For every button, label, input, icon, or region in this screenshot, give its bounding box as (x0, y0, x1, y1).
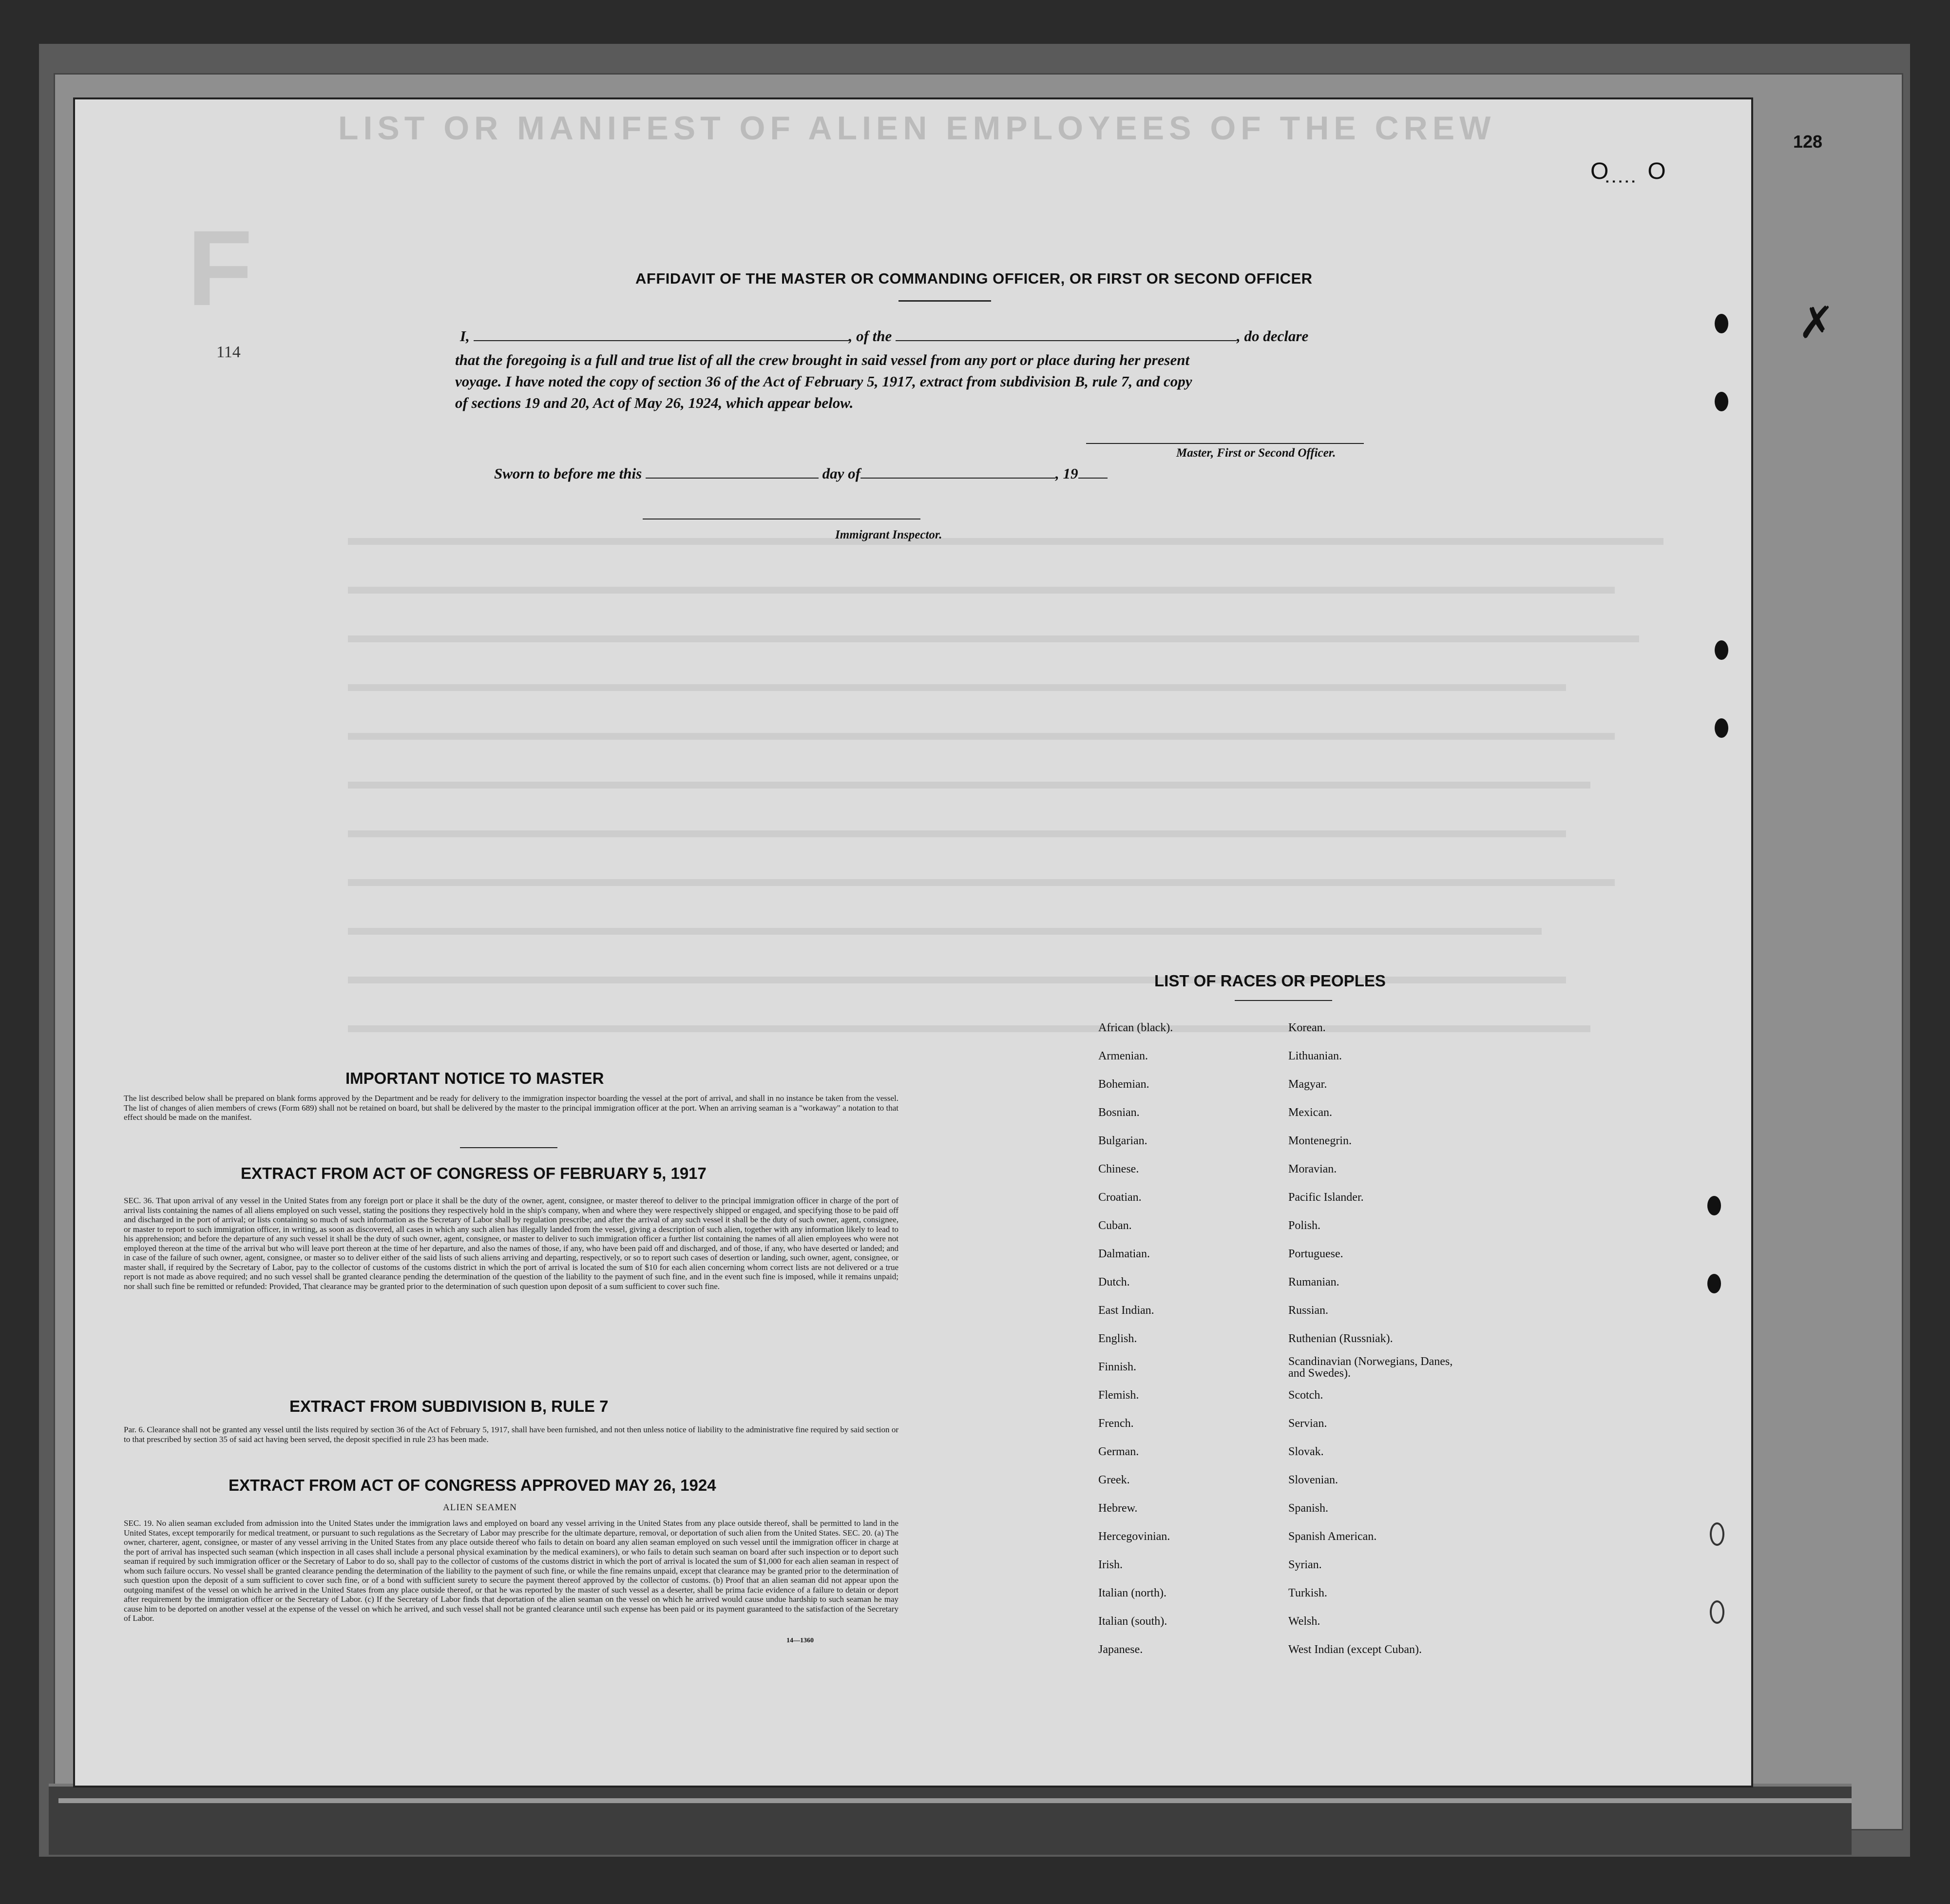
extract-1917-title: EXTRACT FROM ACT OF CONGRESS OF FEBRUARY 5, 1917 (241, 1164, 707, 1182)
binder-hole (1715, 392, 1728, 411)
race-item: Finnish. (1098, 1361, 1137, 1373)
race-item: Irish. (1098, 1558, 1123, 1571)
race-item: Chinese. (1098, 1163, 1139, 1175)
title-rule (899, 300, 991, 302)
race-item: Korean. (1288, 1021, 1326, 1034)
race-item: Mexican. (1288, 1106, 1332, 1119)
vessel-prefix: , of the (848, 327, 892, 345)
race-item: Russian. (1288, 1304, 1329, 1317)
declaration-text-4: of sections 19 and 20, Act of May 26, 1924, which appear below. (455, 394, 854, 411)
handwritten-strike-mark: ✗ (1798, 299, 1835, 347)
sworn-prefix: Sworn to before me this (494, 465, 642, 482)
corner-mark: O ̣ ̣ ̣ ̣ ̣ O (1590, 158, 1666, 184)
inspector-signature-label: Immigrant Inspector. (835, 528, 942, 541)
race-item: Turkish. (1288, 1587, 1327, 1599)
section-rule (460, 1147, 557, 1148)
race-item: Italian (south). (1098, 1615, 1167, 1628)
race-item: Slovak. (1288, 1445, 1324, 1458)
race-item: Scotch. (1288, 1389, 1323, 1402)
race-item: German. (1098, 1445, 1139, 1458)
declaration-text-3: voyage. I have noted the copy of section 36 of the Act of February 5, 1917, extract from subdivision B, rule 7, and copy (455, 373, 1192, 390)
binder-hole (1715, 314, 1728, 333)
races-title-rule (1235, 1000, 1332, 1001)
race-item: Slovenian. (1288, 1474, 1338, 1486)
sworn-year-label: , 19 (1055, 465, 1078, 482)
race-item: French. (1098, 1417, 1134, 1430)
extract-1924-body: SEC. 19. No alien seaman excluded from admission into the United States under the immigration laws and employed on board any vessel arriving in the United States from any place outside thereof, shall be permitted to land in the United States, except temporarily for medical treatment, or pursuant to such regulations as the Secretary of Labor may prescribe for the ultimate departure, removal, or deportation of such alien from the United States. SEC. 20. (a) The owner, charterer, agent, consignee, or master of any vessel arriving in the United States from any place outside thereof who fails to detain on board any alien seaman employed on such vessel until the immigration officer in charge at the port of arrival has inspected such seaman (which inspection in all cases shall include a personal physical examination by the medical examiners), or who fails to detain such seaman on board after such inspection or to deport such seaman if required by such immigration officer or the Secretary of Labor to do so, shall pay to the collector of customs of the customs district in which the port of arrival is located the sum of $1,000 for each alien seaman in respect of whom such failure occurs. No vessel shall be granted clearance pending the determination of the liability to the payment of such fine, or while the fine remains unpaid, except that clearance may be granted prior to the determination of such question upon the deposit of a sum sufficient to cover such fine, or of a bond with sufficient surety to secure the payment thereof approved by the collector of customs. (b) Proof that an alien seaman did not appear upon the outgoing manifest of the vessel on which he arrived in the United States from any place outside thereof, or that he was reported by the master of such vessel as a deserter, shall be prima facie evidence of a failure to detain or deport after requirement by the immigration officer or the Secretary of Labor. (c) If the Secretary of Labor finds that deportation of the alien seaman on the vessel on which he arrived would cause undue hardship to such seaman he may cause him to be deported on another vessel at the expense of the vessel on which he arrived, and such vessel shall not be granted clearance until such expense has been paid or its payment guaranteed to the satisfaction of the Secretary of Labor. (124, 1519, 899, 1623)
declare-suffix: , do declare (1237, 327, 1309, 345)
file-number: 114 (216, 343, 241, 361)
race-item: Hercegovinian. (1098, 1530, 1170, 1543)
extract-1924-subtitle: ALIEN SEAMEN (443, 1502, 517, 1513)
race-item: Hebrew. (1098, 1502, 1138, 1515)
races-title: LIST OF RACES OR PEOPLES (1154, 972, 1386, 990)
binder-hole (1715, 640, 1728, 660)
extract-1924-title: EXTRACT FROM ACT OF CONGRESS APPROVED MAY 26, 1924 (229, 1476, 716, 1494)
manifest-page (73, 97, 1753, 1788)
race-item: East Indian. (1098, 1304, 1154, 1317)
notice-body: The list described below shall be prepared on blank forms approved by the Department and be ready for delivery to the immigration inspector boarding the vessel at the port of arrival, and shall in no instance be taken from the vessel. The list of changes of alien members of crews (Form 689) shall not be retained on board, but shall be delivered by the master to the principal immigration officer at the port. When an arriving seaman is a "workaway" a notation to that effect should be made on the manifest. (124, 1094, 899, 1122)
race-item: Welsh. (1288, 1615, 1320, 1628)
affidavit-title: AFFIDAVIT OF THE MASTER OR COMMANDING OFFICER, OR FIRST OR SECOND OFFICER (635, 270, 1313, 287)
rule-7-title: EXTRACT FROM SUBDIVISION B, RULE 7 (289, 1397, 609, 1415)
binder-hole (1715, 718, 1728, 738)
sworn-day-field[interactable] (646, 465, 819, 479)
notice-title: IMPORTANT NOTICE TO MASTER (345, 1069, 604, 1087)
declarant-prefix: I, (460, 327, 470, 345)
declaration-line (460, 327, 1308, 345)
vessel-name-field[interactable] (896, 327, 1237, 341)
page-number: 128 (1793, 132, 1823, 152)
master-signature-label: Master, First or Second Officer. (1176, 446, 1336, 460)
race-item: Japanese. (1098, 1643, 1143, 1656)
race-item: Polish. (1288, 1219, 1321, 1232)
binder-ring (1710, 1522, 1724, 1546)
race-item: Syrian. (1288, 1558, 1322, 1571)
race-item: West Indian (except Cuban). (1288, 1643, 1422, 1656)
sworn-day-label: day of (822, 465, 860, 482)
race-item: Greek. (1098, 1474, 1130, 1486)
race-item: Spanish American. (1288, 1530, 1377, 1543)
race-item: Bosnian. (1098, 1106, 1140, 1119)
race-item: Armenian. (1098, 1050, 1148, 1062)
extract-1917-body: SEC. 36. That upon arrival of any vessel in the United States from any foreign port or place it shall be the duty of the owner, agent, consignee, or master thereof to deliver to the principal immigration officer in charge of the port of arrival lists containing the names of all aliens employed on such vessel, stating the positions they respectively hold in the ship's company, when and where they were respectively shipped or engaged, and specifying those to be paid off and discharged in the port of arrival; or lists containing so much of such information as the Secretary of Labor shall by regulation prescribe; and after the arrival of any such vessel it shall be the duty of such owner, agent, consignee, or master to report to such immigration officer, in writing, as soon as discovered, all cases in which any such alien has illegally landed from the vessel, giving a description of such alien, together with any information likely to lead to his apprehension; and before the departure of any such vessel it shall be the duty of such owner, agent, consignee, or master to deliver to such immigration officer a further list containing the names of all alien employees who were not employed thereon at the time of the arrival but who will leave port thereon at the time of her departure, and also the names of those, if any, who have been paid off and discharged, and of those, if any, who have deserted or landed; and in case of the failure of such owner, agent, consignee, or master so to deliver either of the said lists of such aliens arriving and departing, respectively, or so to report such cases of desertion or landing, such owner, agent, consignee, or master shall, if required by the Secretary of Labor, pay to the collector of customs of the customs district in which the port of arrival is located the sum of $10 for each alien concerning whom correct lists are not delivered or a true report is not made as above required; and no such vessel shall be granted clearance pending the determination of the question of the liability to the payment of such fine, and in the event such fine is imposed, while it remains unpaid; nor shall such fine be remitted or refunded: Provided, That clearance may be granted prior to the determination of such question upon deposit of a sum sufficient to cover such fine. (124, 1196, 899, 1291)
race-item: Servian. (1288, 1417, 1327, 1430)
sworn-year-field[interactable] (1078, 465, 1108, 479)
race-item: Cuban. (1098, 1219, 1132, 1232)
race-item: Moravian. (1288, 1163, 1337, 1175)
race-item: Scandinavian (Norwegians, Danes, and Swedes). (1288, 1355, 1453, 1380)
declarant-name-field[interactable] (474, 327, 849, 341)
race-item: Italian (north). (1098, 1587, 1166, 1599)
race-item: African (black). (1098, 1021, 1173, 1034)
form-code: 14—1360 (786, 1637, 814, 1644)
race-item: Lithuanian. (1288, 1050, 1342, 1062)
declaration-text-2: that the foregoing is a full and true list of all the crew brought in said vessel from any port or place during her present (455, 351, 1190, 368)
race-item: Dutch. (1098, 1276, 1130, 1289)
race-item: Bohemian. (1098, 1078, 1149, 1091)
master-signature-line[interactable] (1086, 443, 1364, 444)
race-item: Magyar. (1288, 1078, 1327, 1091)
race-item: Ruthenian (Russniak). (1288, 1332, 1393, 1345)
sworn-month-field[interactable] (860, 465, 1055, 479)
race-item: Portuguese. (1288, 1248, 1343, 1260)
race-item: Rumanian. (1288, 1276, 1339, 1289)
race-item: Spanish. (1288, 1502, 1329, 1515)
race-item: Bulgarian. (1098, 1135, 1147, 1147)
bleed-through-mark: F (187, 208, 253, 328)
race-item: Dalmatian. (1098, 1248, 1150, 1260)
race-item: Montenegrin. (1288, 1135, 1352, 1147)
reverse-title: LIST OR MANIFEST OF ALIEN EMPLOYEES OF THE CREW (338, 110, 1496, 147)
race-item: English. (1098, 1332, 1137, 1345)
binder-hole (1707, 1196, 1721, 1215)
binder-hole (1707, 1274, 1721, 1293)
race-item: Pacific Islander. (1288, 1191, 1364, 1204)
race-item: Flemish. (1098, 1389, 1139, 1402)
sworn-line (494, 465, 1108, 482)
rule-7-body: Par. 6. Clearance shall not be granted any vessel until the lists required by section 36 of the Act of February 5, 1917, shall have been furnished, and not then unless notice of liability to the administrative fine required by said section or to that prescribed by section 35 of said act having been served, the deposit specified in rule 23 has been made. (124, 1425, 899, 1444)
binder-ring (1710, 1600, 1724, 1624)
race-item: Croatian. (1098, 1191, 1142, 1204)
